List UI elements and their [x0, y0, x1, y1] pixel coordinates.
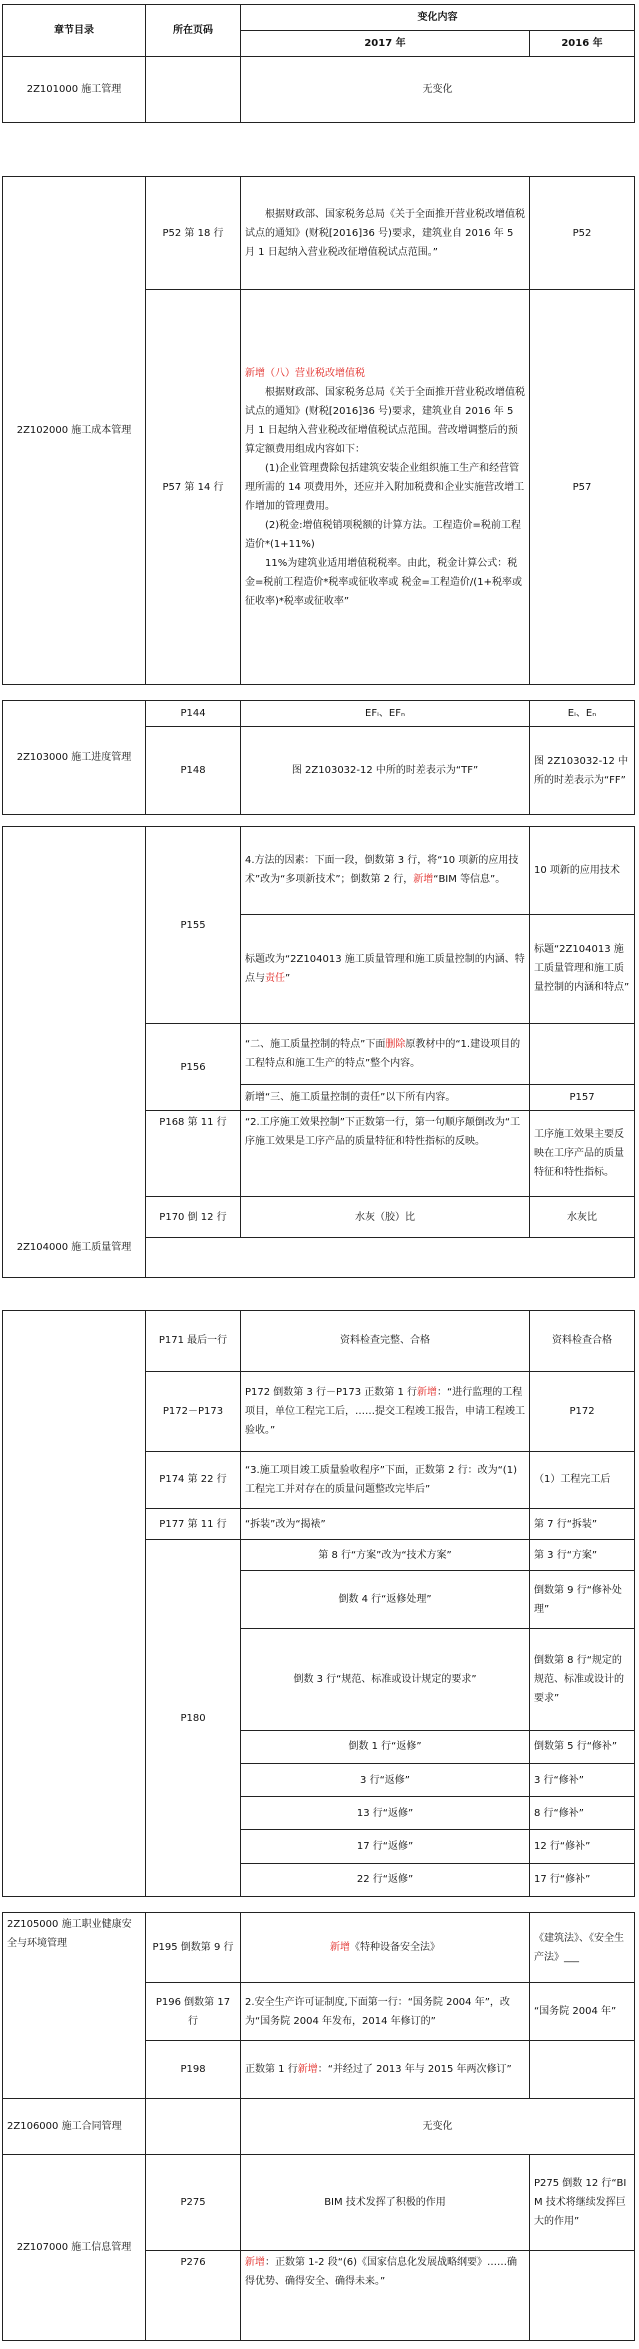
- content-2017: 22 行“返修”: [241, 1863, 530, 1896]
- paragraph: 11%为建筑业适用增值税税率。由此，税金计算公式：税金=税前工程造价*税率或征收率或 税金=工程造价/(1+税率或征收率)*税率或征收率”: [245, 557, 522, 607]
- content-2017: 水灰（胶）比: [241, 1197, 530, 1237]
- page-cell: P275: [146, 2155, 241, 2251]
- content-2017: [241, 1913, 530, 1983]
- paragraph: (1)企业管理费除包括建筑安装企业组织施工生产和经营管理所需的 14 项费用外，还应并入附加税费和企业实施营改增工作增加的管理费用。: [245, 462, 525, 512]
- no-change-text: 无变化: [241, 57, 635, 123]
- page-cell: P195 倒数第 9 行: [146, 1913, 241, 1983]
- table-block-4: [2, 826, 635, 1278]
- table-block-2: [2, 176, 635, 685]
- content-2017: 第 8 行“方案”改为“技术方案”: [241, 1540, 530, 1571]
- page-cell-p180: P180: [146, 1540, 241, 1897]
- content-2017: 17 行“返修”: [241, 1830, 530, 1863]
- page-cell: P171 最后一行: [146, 1311, 241, 1372]
- content-2017: [241, 2251, 530, 2341]
- chapter-2z103000: 2Z103000 施工进度管理: [3, 701, 146, 815]
- chapter-cell-continued: [3, 1311, 146, 1897]
- page-cell: P57 第 14 行: [146, 290, 241, 685]
- chapter-2z106000: 2Z106000 施工合同管理: [3, 2099, 146, 2155]
- page-cell: P144: [146, 701, 241, 727]
- content-2016: 图 2Z103032-12 中所的时差表示为“FF”: [530, 727, 635, 815]
- chapter-2z107000: 2Z107000 施工信息管理: [3, 2155, 146, 2341]
- text: 《特种设备安全法》: [350, 1942, 440, 1953]
- content-2016: 倒数第 9 行“修补处理”: [530, 1571, 635, 1629]
- content-2016: 3 行“修补”: [530, 1764, 635, 1797]
- content-2017: 13 行“返修”: [241, 1797, 530, 1830]
- page-cell: P156: [146, 1024, 241, 1111]
- content-2016: [530, 1024, 635, 1084]
- text: ：“进行监理的工程项目，单位工程完工后，……提交工程竣工报告，申请工程竣工验收。”: [245, 1386, 525, 1436]
- text: “二、施工质量控制的特点”下面: [245, 1038, 386, 1050]
- content-2016: 资料检查合格: [530, 1311, 635, 1372]
- content-2016: P52: [530, 177, 635, 290]
- header-2017: 2017 年: [241, 31, 530, 57]
- page-cell: P276: [146, 2251, 241, 2341]
- added-title: 新增（八）营业税改增值税: [245, 367, 365, 379]
- added-mark: 新增: [417, 1386, 438, 1398]
- empty-row: [146, 1237, 635, 1277]
- added-mark: 新增: [245, 2257, 265, 2268]
- content-2017: [241, 1024, 530, 1084]
- page-cell: P148: [146, 727, 241, 815]
- table-block-1: [2, 4, 635, 123]
- content-2016: [530, 2041, 635, 2099]
- content-2017: “2.工序施工效果控制”下正数第一行，第一句顺序颠倒改为“工序施工效果是工序产品的质量特征和特性指标的反映。: [241, 1110, 530, 1197]
- page-cell: P170 倒 12 行: [146, 1197, 241, 1237]
- content-2016: 12 行“修补”: [530, 1830, 635, 1863]
- added-mark: 责任: [265, 972, 285, 984]
- page-cell: P168 第 11 行: [146, 1110, 241, 1197]
- header-chapter: 章节目录: [3, 5, 146, 57]
- content-2016: P157: [530, 1084, 635, 1110]
- header-change: 变化内容: [241, 5, 635, 31]
- page-cell: P198: [146, 2041, 241, 2099]
- content-2016: 工序施工效果主要反映在工序产品的质量特征和特性指标。: [530, 1110, 635, 1197]
- content-2016: 17 行“修补”: [530, 1863, 635, 1896]
- chapter-2z104000: 2Z104000 施工质量管理: [3, 827, 146, 1278]
- text: 标题改为“2Z104013 施工质量管理和施工质量控制的内涵、特点与: [245, 953, 525, 984]
- paragraph: (2)税金:增值税销项税额的计算方法。工程造价=税前工程造价*(1+11%): [245, 519, 521, 550]
- text: 正数第 1 行: [245, 2064, 298, 2075]
- content-2016: （1）工程完工后: [530, 1451, 635, 1509]
- content-2017: [241, 2041, 530, 2099]
- added-mark: 新增: [330, 1942, 350, 1953]
- page-cell: P155: [146, 827, 241, 1024]
- no-change-text: 无变化: [241, 2099, 635, 2155]
- content-2016: 10 项新的应用技术: [530, 827, 635, 915]
- content-2016: 第 3 行“方案”: [530, 1540, 635, 1571]
- content-2017: “拆装”改为“揭裱”: [241, 1509, 530, 1540]
- header-2016: 2016 年: [530, 31, 635, 57]
- added-mark: 新增: [413, 874, 434, 886]
- content-2016: 倒数第 5 行“修补”: [530, 1730, 635, 1763]
- chapter-2z101000: 2Z101000 施工管理: [3, 57, 146, 123]
- content-2016: 第 7 行“拆装”: [530, 1509, 635, 1540]
- content-2017: 根据财政部、国家税务总局《关于全面推开营业税改增值税试点的通知》(财税[2016]36 号)要求，建筑业自 2016 年 5 月 1 日起纳入营业税改征增值税试点范围。”: [241, 177, 530, 290]
- text: ：“并经过了 2013 年与 2015 年两次修订”: [317, 2064, 512, 2075]
- text: 原教材中的“1.建设项目的工程特点和施工生产的特点”整个内容。: [245, 1038, 521, 1069]
- text: P172 倒数第 3 行－P173 正数第 1 行: [245, 1386, 418, 1398]
- text: “BIM 等信息”。: [433, 874, 506, 886]
- chapter-2z102000: 2Z102000 施工成本管理: [3, 177, 146, 685]
- content-2017: 倒数 3 行“规范、标准或设计规定的要求”: [241, 1628, 530, 1730]
- content-2017: 2.安全生产许可证制度,下面第一行：“国务院 2004 年”，改为“国务院 2004 年发布，2014 年修订的”: [241, 1983, 530, 2041]
- content-2016: 水灰比: [530, 1197, 635, 1237]
- text: ：正数第 1-2 段“(6)《国家信息化发展战略纲要》……确得优势、确得安全、确得未来。”: [245, 2257, 518, 2287]
- content-2016: Eᵢ、Eₙ: [530, 701, 635, 727]
- content-2017: [241, 914, 530, 1024]
- content-2016: 8 行“修补”: [530, 1797, 635, 1830]
- table-block-3: [2, 700, 635, 815]
- content-2016: P172: [530, 1371, 635, 1451]
- page-cell: [146, 2099, 241, 2155]
- page-cell: P172－P173: [146, 1371, 241, 1451]
- content-2017: 倒数 4 行“返修处理”: [241, 1571, 530, 1629]
- text: 4.方法的因素：下面一段，倒数第 3 行，将“10 项新的应用技术”改为“多项新技术”；倒数第 2 行，: [245, 855, 519, 886]
- chapter-2z105000: 2Z105000 施工职业健康安全与环境管理: [3, 1913, 146, 2099]
- content-2017: 新增“三、施工质量控制的责任”以下所有内容。: [241, 1084, 530, 1110]
- content-2017: [241, 827, 530, 915]
- content-2016: “国务院 2004 年”: [530, 1983, 635, 2041]
- content-2017: 倒数 1 行“返修”: [241, 1730, 530, 1763]
- page-cell: P177 第 11 行: [146, 1509, 241, 1540]
- paragraph: 根据财政部、国家税务总局《关于全面推开营业税改增值税试点的通知》(财税[2016]36 号)要求，建筑业自 2016 年 5 月 1 日起纳入营业税改征增值税试点范围。营改增调整后的预算定额费用组成内容如下：: [245, 386, 525, 455]
- table-block-5: [2, 1310, 635, 1897]
- header-page: 所在页码: [146, 5, 241, 57]
- content-2016: P275 倒数 12 行“BIM 技术将继续发挥巨大的作用”: [530, 2155, 635, 2251]
- content-2016: [530, 2251, 635, 2341]
- page-cell: P174 第 22 行: [146, 1451, 241, 1509]
- table-block-6: [2, 1912, 635, 2341]
- content-2016: 《建筑法》、《安全生产法》___: [530, 1913, 635, 1983]
- content-2016: P57: [530, 290, 635, 685]
- content-2016: 标题“2Z104013 施工质量管理和施工质量控制的内涵和特点”: [530, 914, 635, 1024]
- content-2017: BIM 技术发挥了积极的作用: [241, 2155, 530, 2251]
- content-2017: EFᵢ、EFₙ: [241, 701, 530, 727]
- content-2017: 资料检查完整、合格: [241, 1311, 530, 1372]
- content-2017: [241, 290, 530, 685]
- text: ”: [285, 972, 291, 984]
- page-cell: P196 倒数第 17 行: [146, 1983, 241, 2041]
- deleted-mark: 删除: [385, 1038, 406, 1050]
- content-2017: [241, 1371, 530, 1451]
- added-mark: 新增: [297, 2064, 318, 2075]
- content-2017: “3.施工项目竣工质量验收程序”下面，正数第 2 行：改为“(1)工程完工并对存在的质量问题整改完毕后”: [241, 1451, 530, 1509]
- content-2017: 图 2Z103032-12 中所的时差表示为“TF”: [241, 727, 530, 815]
- content-2016: 倒数第 8 行“规定的规范、标准或设计的要求”: [530, 1628, 635, 1730]
- page-cell: P52 第 18 行: [146, 177, 241, 290]
- content-2017: 3 行“返修”: [241, 1764, 530, 1797]
- page-cell: [146, 57, 241, 123]
